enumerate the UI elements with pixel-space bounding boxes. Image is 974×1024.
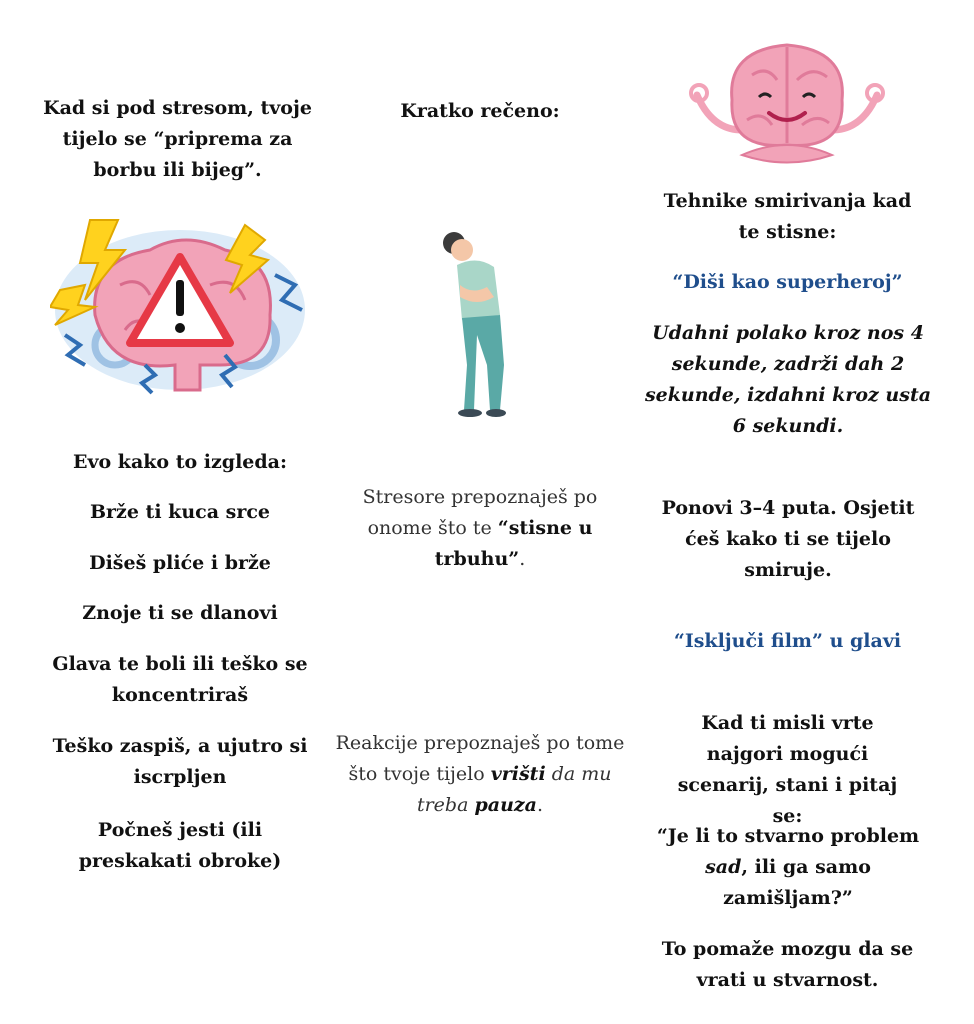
list-item: Počneš jesti (ili preskakati obroke) <box>78 819 282 872</box>
col3-heading: Tehnike smirivanja kad te stisne: <box>663 190 912 243</box>
list-item: Znoje ti se dlanovi <box>82 602 278 624</box>
col1-intro: Kad si pod stresom, tvoje tijelo se “priprema za borbu ili bijeg”. <box>43 97 312 181</box>
tech2-text: Kad ti misli vrte najgori mogući scenarij, stani i pitaj se: <box>677 712 898 827</box>
tech2-title: “Isključi film” u glavi <box>673 630 902 652</box>
reaction-paragraph: Reakcije prepoznaješ po tome što tvoje tijelo vrišti da mu treba pauza. <box>335 732 625 816</box>
tech1-text: Udahni polako kroz nos 4 sekunde, zadrži dah 2 sekunde, izdahni kroz usta 6 sekundi. <box>644 322 932 437</box>
meditating-brain-icon <box>687 35 887 170</box>
stomach-ache-person-icon <box>432 225 532 425</box>
tech2-end: To pomaže mozgu da se vrati u stvarnost. <box>661 938 914 991</box>
stressor-paragraph: Stresore prepoznaješ po onome što te “stisne u trbuhu”. <box>362 486 598 570</box>
tech1-repeat: Ponovi 3–4 puta. Osjetit ćeš kako ti se tijelo smiruje. <box>661 497 915 581</box>
list-heading: Evo kako to izgleda: <box>72 451 287 473</box>
list-item: Teško zaspiš, a ujutro si iscrpljen <box>52 735 308 788</box>
col2-heading: Kratko rečeno: <box>400 100 560 122</box>
list-item: Glava te boli ili teško se koncentriraš <box>52 653 308 706</box>
tech1-title: “Diši kao superheroj” <box>672 271 903 293</box>
list-item: Dišeš pliće i brže <box>89 552 271 574</box>
stressed-brain-icon <box>50 215 310 395</box>
tech2-question: “Je li to stvarno problem sad, ili ga samo zamišljam?” <box>656 825 920 909</box>
list-item: Brže ti kuca srce <box>89 501 270 523</box>
